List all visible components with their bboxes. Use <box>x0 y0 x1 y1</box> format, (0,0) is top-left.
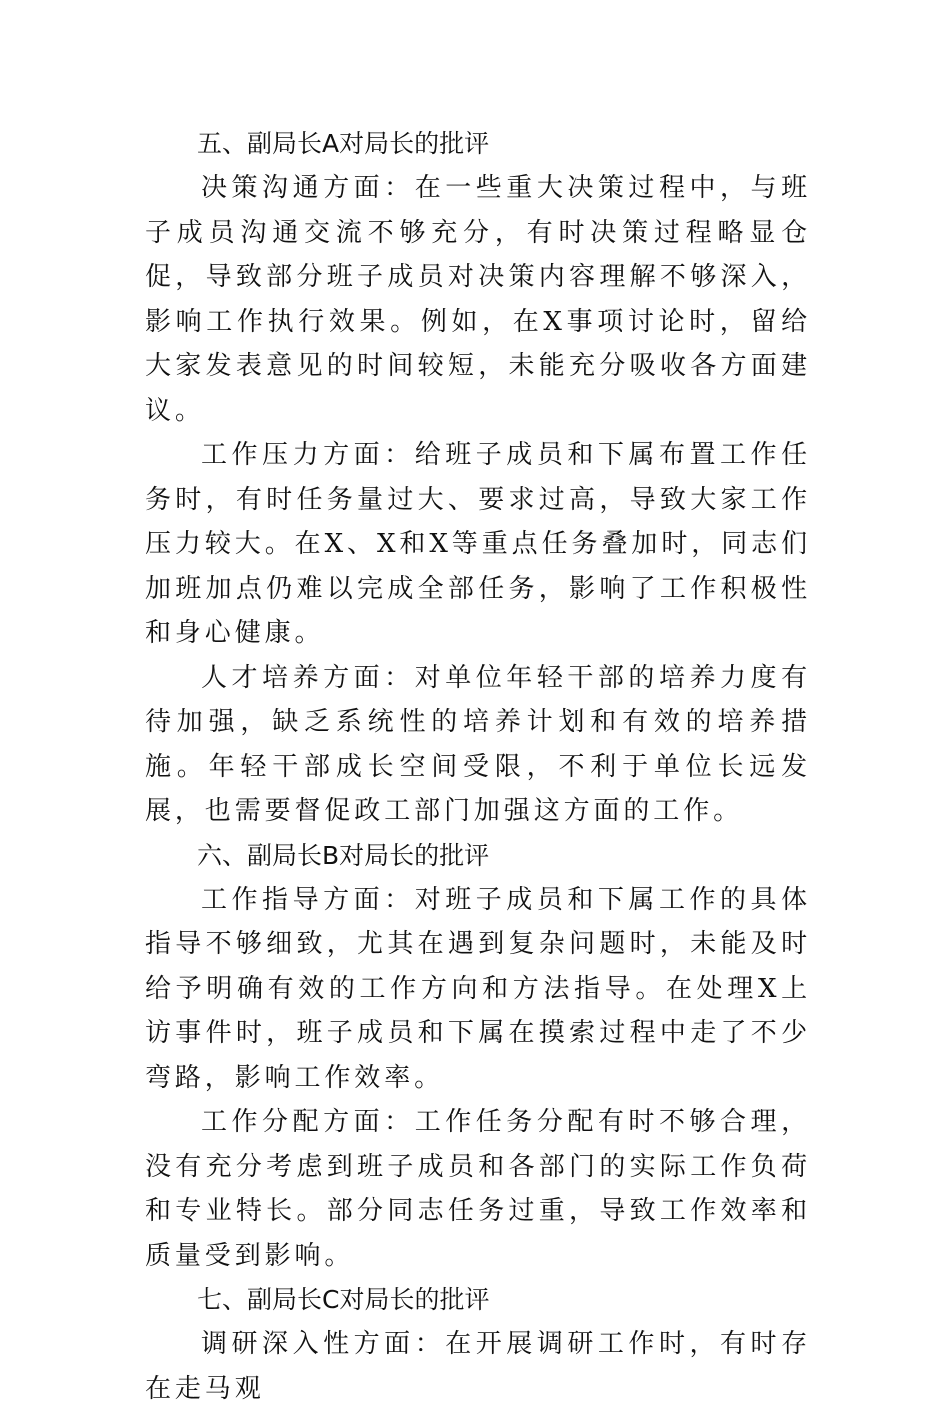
section-heading-5: 五、副局长A对局长的批评 <box>197 129 490 158</box>
document-body <box>145 122 811 1411</box>
section-heading-6: 六、副局长B对局长的批评 <box>197 840 490 870</box>
paragraph-work-guidance: 工作指导方面：对班子成员和下属工作的具体指导不够细致，尤其在遇到复杂问题时，未能及时给予明确有效的工作方向和方法指导。在处理X上访事件时，班子成员和下属在摸索过程中走了不少弯路，影响工作效率。 <box>145 884 811 1093</box>
paragraph-work-allocation: 工作分配方面：工作任务分配有时不够合理，没有充分考虑到班子成员和各部门的实际工作负荷和专业特长。部分同志任务过重，导致工作效率和质量受到影响。 <box>145 1107 811 1271</box>
paragraph-talent-cultivation: 人才培养方面：对单位年轻干部的培养力度有待加强，缺乏系统性的培养计划和有效的培养措施。年轻干部成长空间受限，不利于单位长远发展，也需要督促政工部门加强这方面的工作。 <box>145 662 811 826</box>
paragraph-research-depth: 调研深入性方面：在开展调研工作时，有时存在走马观 <box>145 1329 811 1404</box>
section-heading-7: 七、副局长C对局长的批评 <box>197 1285 490 1314</box>
paragraph-work-pressure: 工作压力方面：给班子成员和下属布置工作任务时，有时任务量过大、要求过高，导致大家工作压力较大。在X、X和X等重点任务叠加时，同志们加班加点仍难以完成全部任务，影响了工作积极性和身心健康。 <box>145 440 811 648</box>
paragraph-decision-communication: 决策沟通方面：在一些重大决策过程中，与班子成员沟通交流不够充分，有时决策过程略显仓促，导致部分班子成员对决策内容理解不够深入，影响工作执行效果。例如，在X事项讨论时，留给大家发表意见的时间较短，未能充分吸收各方面建议。 <box>145 173 811 426</box>
